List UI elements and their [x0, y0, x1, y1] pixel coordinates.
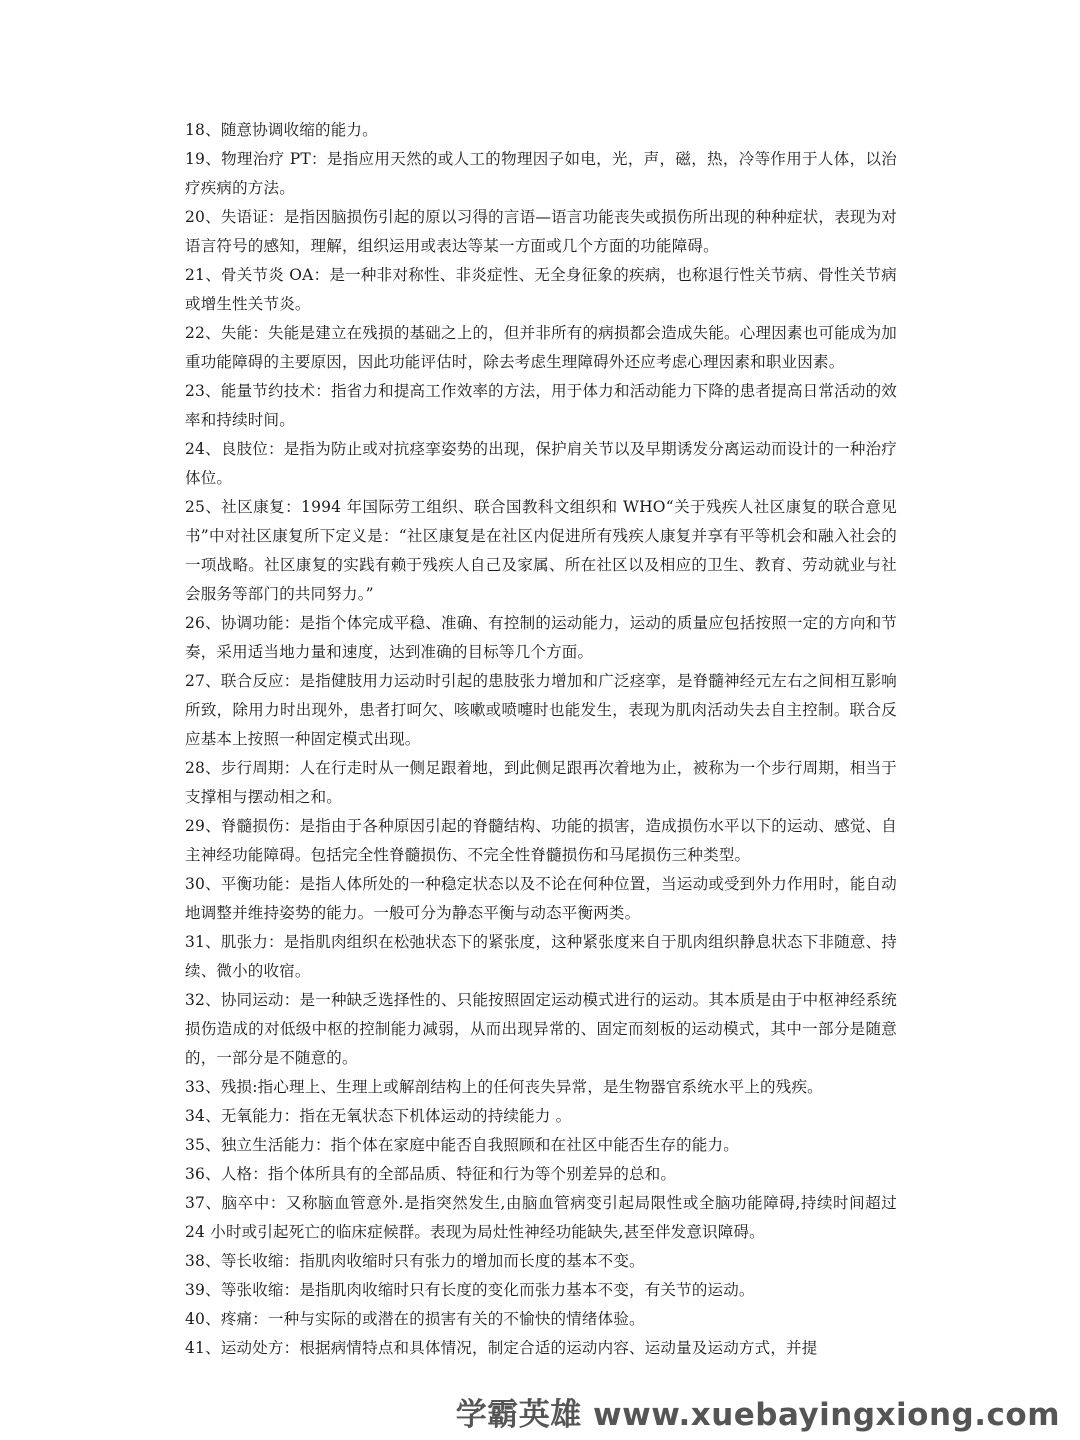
entry-34: 34、无氧能力：指在无氧状态下机体运动的持续能力 。: [185, 1107, 572, 1125]
entry-24: 24、良肢位：是指为防止或对抗痉挛姿势的出现，保护肩关节以及早期诱发分离运动而设计的一种治疗体位。: [185, 440, 897, 487]
entry-30: 30、平衡功能：是指人体所处的一种稳定状态以及不论在何种位置，当运动或受到外力作用时，能自动地调整并维持姿势的能力。一般可分为静态平衡与动态平衡两类。: [185, 875, 897, 922]
entry-25: 25、社区康复：1994 年国际劳工组织、联合国教科文组织和 WHO“关于残疾人社区康复的联合意见书”中对社区康复所下定义是：“社区康复是在社区内促进所有残疾人康复并享有平等机会和融入社会的一项战略。社区康复的实践有赖于残疾人自己及家属、所在社区以及相应的卫生、教育、劳动就业与社会服务等部门的共同努力。”: [185, 498, 897, 603]
entry-22: 22、失能：失能是建立在残损的基础之上的，但并非所有的病损都会造成失能。心理因素也可能成为加重功能障碍的主要原因，因此功能评估时，除去考虑生理障碍外还应考虑心理因素和职业因素。: [185, 324, 897, 371]
entry-38: 38、等长收缩：指肌肉收缩时只有张力的增加而长度的基本不变。: [185, 1252, 645, 1270]
entry-20: 20、失语证：是指因脑损伤引起的原以习得的言语—语言功能丧失或损伤所出现的种种症状，表现为对语言符号的感知，理解，组织运用或表达等某一方面或几个方面的功能障碍。: [185, 208, 897, 255]
entry-26: 26、协调功能：是指个体完成平稳、准确、有控制的运动能力，运动的质量应包括按照一定的方向和节奏，采用适当地力量和速度，达到准确的目标等几个方面。: [185, 614, 897, 661]
document-body: [185, 116, 897, 1363]
entry-19: 19、物理治疗 PT：是指应用天然的或人工的物理因子如电，光，声，磁，热，冷等作用于人体，以治疗疾病的方法。: [185, 150, 897, 197]
entry-28: 28、步行周期：人在行走时从一侧足跟着地，到此侧足跟再次着地为止，被称为一个步行周期，相当于支撑相与摆动相之和。: [185, 759, 897, 806]
entry-40: 40、疼痛：一种与实际的或潜在的损害有关的不愉快的情绪体验。: [185, 1310, 645, 1328]
entry-21: 21、骨关节炎 OA：是一种非对称性、非炎症性、无全身征象的疾病，也称退行性关节病、骨性关节病或增生性关节炎。: [185, 266, 897, 313]
entry-23: 23、能量节约技术：指省力和提高工作效率的方法，用于体力和活动能力下降的患者提高日常活动的效率和持续时间。: [185, 382, 897, 429]
entry-37: 37、脑卒中：又称脑血管意外.是指突然发生,由脑血管病变引起局限性或全脑功能障碍,持续时间超过 24 小时或引起死亡的临床症候群。表现为局灶性神经功能缺失,甚至伴发意识障碍。: [185, 1194, 897, 1241]
entry-31: 31、肌张力：是指肌肉组织在松弛状态下的紧张度，这种紧张度来自于肌肉组织静息状态下非随意、持续、微小的收宿。: [185, 933, 897, 980]
entry-29: 29、脊髓损伤：是指由于各种原因引起的脊髓结构、功能的损害，造成损伤水平以下的运动、感觉、自主神经功能障碍。包括完全性脊髓损伤、不完全性脊髓损伤和马尾损伤三种类型。: [185, 817, 897, 864]
entry-36: 36、人格：指个体所具有的全部品质、特征和行为等个别差异的总和。: [185, 1165, 677, 1183]
entry-18: 18、随意协调收缩的能力。: [185, 121, 378, 139]
entry-41: 41、运动处方：根据病情特点和具体情况，制定合适的运动内容、运动量及运动方式，并提: [185, 1339, 818, 1357]
entry-39: 39、等张收缩：是指肌肉收缩时只有长度的变化而张力基本不变，有关节的运动。: [185, 1281, 755, 1299]
entry-32: 32、协同运动：是一种缺乏选择性的、只能按照固定运动模式进行的运动。其本质是由于中枢神经系统损伤造成的对低级中枢的控制能力减弱，从而出现异常的、固定而刻板的运动模式，其中一部分是随意的，一部分是不随意的。: [185, 991, 897, 1067]
entry-27: 27、联合反应：是指健肢用力运动时引起的患肢张力增加和广泛痉挛，是脊髓神经元左右之间相互影响所致，除用力时出现外，患者打呵欠、咳嗽或喷嚏时也能发生，表现为肌肉活动失去自主控制。联合反应基本上按照一种固定模式出现。: [185, 672, 897, 748]
entry-35: 35、独立生活能力：指个体在家庭中能否自我照顾和在社区中能否生存的能力。: [185, 1136, 739, 1154]
entry-33: 33、残损:指心理上、生理上或解剖结构上的任何丧失异常，是生物器官系统水平上的残疾。: [185, 1078, 823, 1096]
site-watermark: 学霸英雄 www.xuebayingxiong.com: [455, 1397, 1060, 1433]
